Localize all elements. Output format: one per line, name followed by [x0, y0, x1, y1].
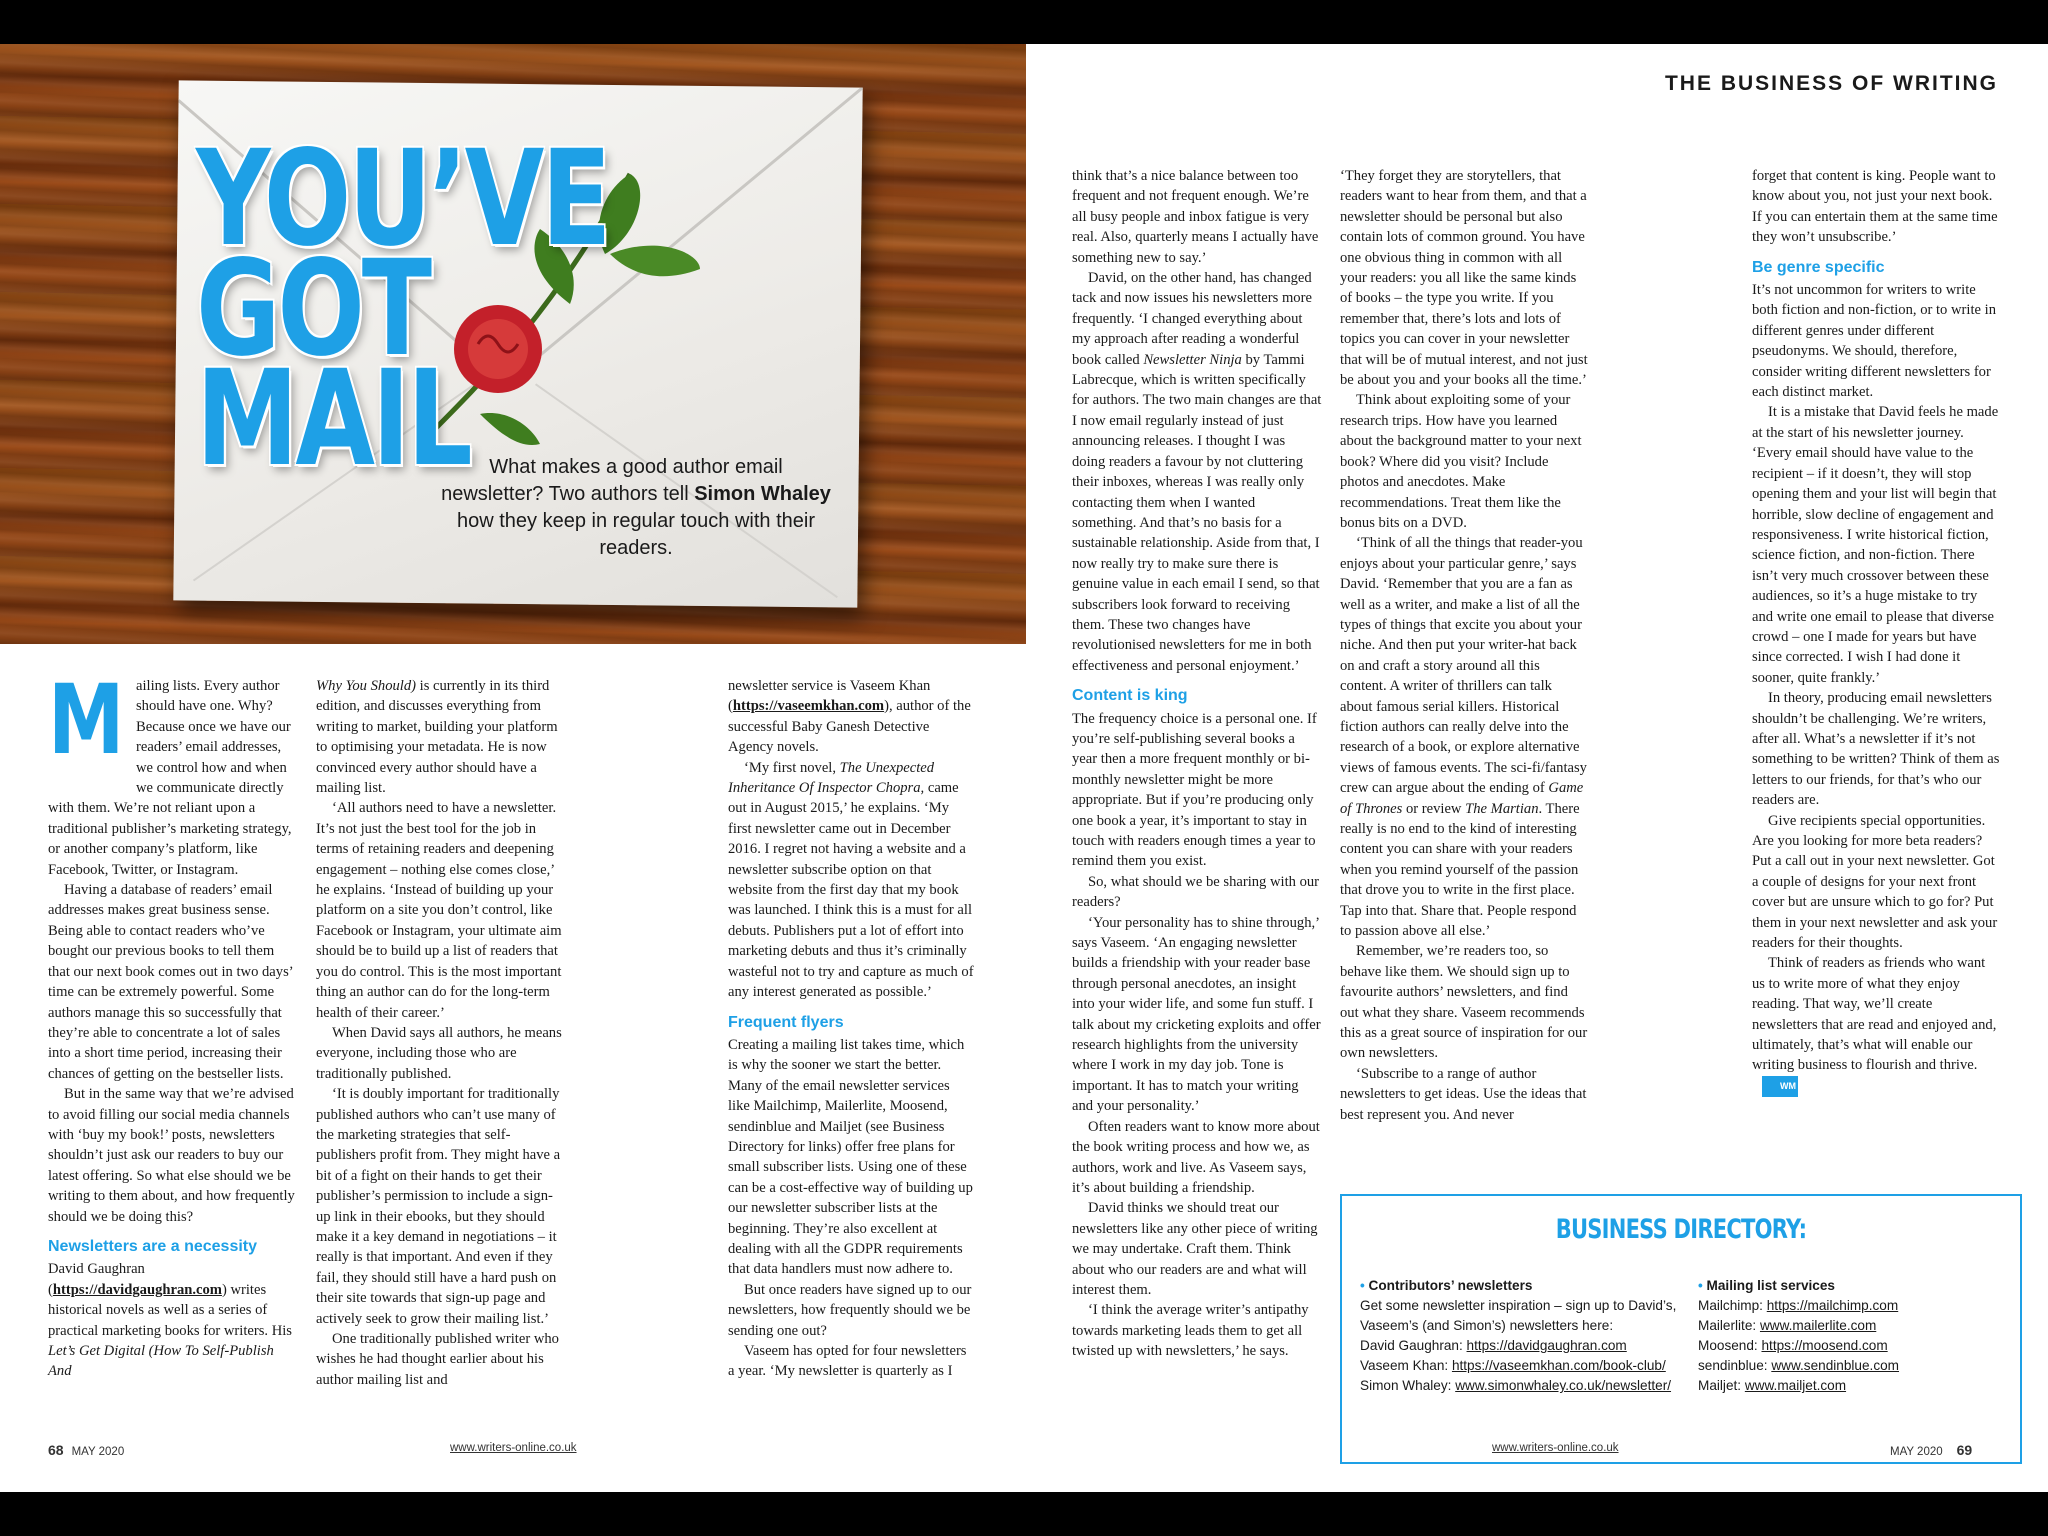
- directory-item: Mailchimp: https://mailchimp.com: [1698, 1298, 1899, 1313]
- paragraph: ‘My first novel, The Unexpected Inheritance Of Inspector Chopra, came out in August 2015,’ he explains. ‘My first newsletter came out in December 2016. I regret not having a website and a newsletter subscribe option on that website from the first day that my book was launched. I think this is a must for all debuts. Publishers put a lot of effort into marketing debuts and thus it’s criminally wasteful not to try and capture as much of any interest generated as possible.’: [728, 759, 974, 1001]
- footer-left: [48, 1442, 124, 1458]
- paragraph: So, what should we be sharing with our readers?: [1072, 873, 1320, 911]
- link-sendinblue[interactable]: www.sendinblue.com: [1771, 1358, 1900, 1373]
- column-3: [728, 676, 974, 1382]
- paragraph: One traditionally published writer who wishes he had thought earlier about his author mailing list and: [316, 1331, 559, 1388]
- link-mailchimp[interactable]: https://mailchimp.com: [1766, 1298, 1899, 1313]
- standfirst: What makes a good author email newsletter? Two authors tell Simon Whaley how they keep in regular touch with their readers.: [441, 456, 831, 559]
- paragraph: It’s not uncommon for writers to write both fiction and non-fiction, or to write in different genres under different pseudonyms. We should, therefore, consider writing different newsletters for each distinct market.: [1752, 282, 1996, 401]
- paragraph: ‘I think the average writer’s antipathy towards marketing leads them to get all twisted up with newsletters,’ he says.: [1072, 1302, 1309, 1360]
- drop-cap: M: [48, 664, 125, 776]
- hero-image: [0, 44, 1026, 644]
- paragraph: forget that content is king. People want to know about you, not just your next book. If you can entertain them at the same time they won’t unsubscribe.’: [1752, 168, 1998, 246]
- link-mailjet[interactable]: www.mailjet.com: [1744, 1378, 1847, 1393]
- column-4: [1072, 166, 1322, 1362]
- footer-right: [1890, 1442, 1980, 1458]
- page-number: 68: [48, 1442, 64, 1458]
- paragraph: In theory, producing email newsletters shouldn’t be challenging. We’re writers, after all. What’s a newsletter if it’s not something to be written? Think of them as letters to our friends, for that’s who our readers are.: [1752, 690, 2000, 809]
- page-number: 69: [1956, 1442, 1973, 1458]
- footer-url-right: [1492, 1442, 1619, 1454]
- directory-item: Vaseem Khan: https://vaseemkhan.com/book-club/: [1360, 1358, 1666, 1373]
- website-link[interactable]: www.writers-online.co.uk: [450, 1442, 577, 1454]
- paragraph: When David says all authors, he means everyone, including those who are traditionally published.: [316, 1024, 562, 1082]
- paragraph: David Gaughran (https://davidgaughran.com) writes historical novels as well as a series of practical marketing books for writers. His Let’s Get Digital (How To Self-Publish And: [48, 1261, 292, 1380]
- paragraph: think that’s a nice balance between too frequent and not frequent enough. We’re all busy people and inbox fatigue is very real. Also, quarterly means I actually have something new to say.’: [1072, 168, 1319, 266]
- link-vaseemkhan-bookclub[interactable]: https://vaseemkhan.com/book-club/: [1451, 1358, 1666, 1373]
- directory-contributors: [1360, 1276, 1690, 1396]
- paragraph: Think of readers as friends who want us to write more of what they enjoy reading. That way, we’ll create newsletters that are read and enjoyed and, ultimately, that’s what will enable our writing business to flourish and thrive.WM: [1752, 953, 2000, 1096]
- directory-services: [1698, 1276, 2008, 1396]
- paragraph: But in the same way that we’re advised to avoid filling our social media channels with ‘buy my book!’ posts, newsletters shouldn’t just ask our readers to buy our latest offering. So what else should we be writing to them about, and how frequently should we be doing this?: [48, 1086, 295, 1225]
- directory-item: David Gaughran: https://davidgaughran.com: [1360, 1338, 1627, 1353]
- paragraph: ‘All authors need to have a newsletter. It’s not just the best tool for the job in terms of retaining readers and deepening engagement – nothing else comes close,’ he explains. ‘Instead of building up your platform on a site you don’t control, like Facebook or Instagram, your ultimate aim should be to build up a list of readers that you do control. This is the most important thing an author can do for the long-term health of their career.’: [316, 800, 562, 1021]
- magazine-spread: [0, 44, 2048, 1492]
- business-directory-box: [1340, 1194, 2022, 1464]
- link-davidgaughran[interactable]: https://davidgaughran.com: [52, 1281, 222, 1298]
- link-moosend[interactable]: https://moosend.com: [1761, 1338, 1888, 1353]
- directory-title: BUSINESS DIRECTORY:: [1555, 1214, 1807, 1245]
- directory-item: sendinblue: www.sendinblue.com: [1698, 1358, 1900, 1373]
- website-link[interactable]: www.writers-online.co.uk: [1492, 1442, 1619, 1454]
- paragraph: newsletter service is Vaseem Khan (https://vaseemkhan.com), author of the successful Baby Ganesh Detective Agency novels.: [728, 678, 971, 756]
- paragraph: David, on the other hand, has changed tack and now issues his newsletters more frequently. ‘I changed everything about my approach after reading a wonderful book called Newsletter Ninja by Tammi Labrecque, which is written specifically for authors. The two main changes are that I now email regularly instead of just announcing releases. I thought I was doing readers a favour by not cluttering their inboxes, whereas I was really only contacting them when I wanted something. And that’s no basis for a sustainable relationship. Aside from that, I now really try to make sure there is genuine value in each email I send, so that subscribers look forward to receiving them. These two changes have revolutionised newsletters for me in both effectiveness and personal enjoyment.’: [1072, 270, 1322, 674]
- paragraph: ‘Subscribe to a range of author newsletters to get ideas. Use the ideas that best represent you. And never: [1340, 1065, 1587, 1123]
- subheading: Frequent flyers: [728, 1013, 844, 1031]
- headline: YOU’VE GOT MAIL: [196, 122, 609, 496]
- directory-item: Simon Whaley: www.simonwhaley.co.uk/newsletter/: [1360, 1378, 1672, 1393]
- link-mailerlite[interactable]: www.mailerlite.com: [1759, 1318, 1877, 1333]
- subheading: Be genre specific: [1752, 258, 1885, 276]
- paragraph: Think about exploiting some of your research trips. How have you learned about the background matter to your next book? Where did you visit? Include photos and anecdotes. Make recommendations. Treat them like the bonus bits on a DVD.: [1340, 392, 1582, 531]
- directory-intro: Get some newsletter inspiration – sign up to David’s, Vaseem’s (and Simon’s) newsletters here:: [1360, 1298, 1677, 1333]
- column-2: [316, 676, 564, 1390]
- subheading: Newsletters are a necessity: [48, 1237, 258, 1255]
- paragraph: ailing lists. Every author should have one. Why? Because once we have our readers’ email addresses, we control how and when we communicate directly with them. We’re not reliant upon a traditional publisher’s marketing strategy, or another company’s platform, like Facebook, Twitter, or Instagram.: [48, 678, 292, 878]
- directory-item: Mailjet: www.mailjet.com: [1698, 1378, 1847, 1393]
- paragraph: Creating a mailing list takes time, which is why the sooner we start the better. Many of the email newsletter services like Mailchimp, Mailerlite, Moosend, sendinblue and Mailjet (see Business Directory for links) offer free plans for small subscriber lists. Using one of these can be a cost-effective way of building up our newsletter subscriber lists at the beginning. They’re also excellent at dealing with all the GDPR requirements that data handlers must now adhere to.: [728, 1036, 973, 1278]
- section-title: THE BUSINESS OF WRITING: [1664, 72, 1998, 95]
- paragraph: ‘Your personality has to shine through,’ says Vaseem. ‘An engaging newsletter builds a friendship with your reader base through personal anecdotes, an insight into your wider life, and some fun stuff. I talk about my cricketing exploits and offer research highlights from the university where I work in my day job. Tone is important. It has to match your writing and your personality.’: [1072, 914, 1321, 1115]
- column-5: [1340, 166, 1588, 1125]
- paragraph: Why You Should) is currently in its third edition, and discusses everything from writing to market, building your platform to optimising your metadata. He is now convinced every author should have a mailing list.: [316, 678, 558, 797]
- issue-date: MAY 2020: [1890, 1446, 1943, 1458]
- paragraph: Give recipients special opportunities. Are you looking for more beta readers? Put a call out in your next newsletter. Got a couple of designs for your next front cover but are unsure which to go for? Put them in your next newsletter and ask your readers for their thoughts.: [1752, 812, 1998, 952]
- column-6: [1752, 166, 2000, 1097]
- subheading: Content is king: [1072, 687, 1188, 705]
- footer-url-left: [450, 1442, 577, 1454]
- paragraph: But once readers have signed up to our newsletters, how frequently should we be sending one out?: [728, 1281, 972, 1339]
- paragraph: Often readers want to know more about the book writing process and how we, as authors, work and live. As Vaseem says, it’s about building a friendship.: [1072, 1118, 1320, 1196]
- paragraph: Remember, we’re readers too, so behave like them. We should sign up to favourite authors’ newsletters, and find out what they share. Vaseem recommends this as a great source of inspiration for our own newsletters.: [1340, 943, 1588, 1062]
- paragraph: ‘It is doubly important for traditionally published authors who can’t use many of the marketing strategies that self-publishers profit from. They might have a bit of a fight on their hands to get their publisher’s permission to include a sign-up link in their ebooks, but they should make it a key demand in negotiations – it really is that important. And even if they fail, they should still have a hard push on their site towards that sign-up page and actively seek to grow their mailing list.’: [316, 1086, 561, 1327]
- link-simonwhaley-newsletter[interactable]: www.simonwhaley.co.uk/newsletter/: [1455, 1378, 1672, 1393]
- end-mark-icon: WM: [1762, 1076, 1798, 1096]
- paragraph: It is a mistake that David feels he made at the start of his newsletter journey. ‘Every email should have value to the recipient – if it doesn’t, they will stop opening them and your list will begin that horrible, slow decline of engagement and responsiveness. I write historical fiction, science fiction, and non-fiction. There isn’t very much crossover between these audiences, so it’s a huge mistake to try and write one email to please that diverse crowd – one I made for years but have since corrected. I wish I had done it sooner, quite frankly.’: [1752, 404, 1999, 686]
- link-vaseemkhan[interactable]: https://vaseemkhan.com: [732, 698, 885, 715]
- directory-heading: • Contributors’ newsletters: [1360, 1276, 1690, 1296]
- issue-date: MAY 2020: [71, 1446, 125, 1458]
- paragraph: David thinks we should treat our newsletters like any other piece of writing we may undertake. Craft them. Think about who our readers are and what will interest them.: [1072, 1200, 1318, 1298]
- paragraph: The frequency choice is a personal one. If you’re self-publishing several books a year then a more frequent monthly or bi-monthly newsletter might be more appropriate. But if you’re producing only one book a year, it’s important to stay in touch with readers enough times a year to remind them you exist.: [1072, 710, 1317, 870]
- paragraph: Vaseem has opted for four newsletters a year. ‘My newsletter is quarterly as I: [728, 1343, 967, 1380]
- link-davidgaughran-newsletter[interactable]: https://davidgaughran.com: [1466, 1338, 1627, 1353]
- directory-item: Moosend: https://moosend.com: [1698, 1338, 1888, 1353]
- directory-item: Mailerlite: www.mailerlite.com: [1698, 1318, 1877, 1333]
- column-1: [48, 664, 296, 1382]
- paragraph: ‘They forget they are storytellers, that readers want to hear from them, and that a newsletter should be personal but also contain lots of common ground. You have one obvious thing in common with all your readers: you all like the same kinds of books – the type you write. If you remember that, there’s lots and lots of topics you can cover in your newsletter that will be of mutual interest, and not just be about you and your books all the time.’: [1340, 168, 1588, 389]
- paragraph: Having a database of readers’ email addresses makes great business sense. Being able to contact readers who’ve bought our previous books to tell them that our next book comes out in two days’ time can be extremely powerful. Some authors manage this so successfully that they’re able to concentrate a lot of sales into a short time period, increasing their chances of getting on the bestseller lists.: [48, 882, 293, 1082]
- paragraph: ‘Think of all the things that reader-you enjoys about your particular genre,’ says David. ‘Remember that you are a fan as well as a writer, and make a list of all the types of things that excite you about your niche. And then put your writer-hat back on and craft a story around all this content. A writer of thrillers can talk about famous serial killers. Historical fiction authors can really delve into the research of a book, or explore alternative views of famous events. The sci-fi/fantasy crew can argue about the ending of Game of Thrones or review The Martian. There really is no end to the kind of interesting content you can share with your readers when you remind yourself of the passion that drove you to write in the first place. Tap into that. Share that. People respond to passion above all else.’: [1340, 535, 1587, 940]
- directory-heading: • Mailing list services: [1698, 1276, 2008, 1296]
